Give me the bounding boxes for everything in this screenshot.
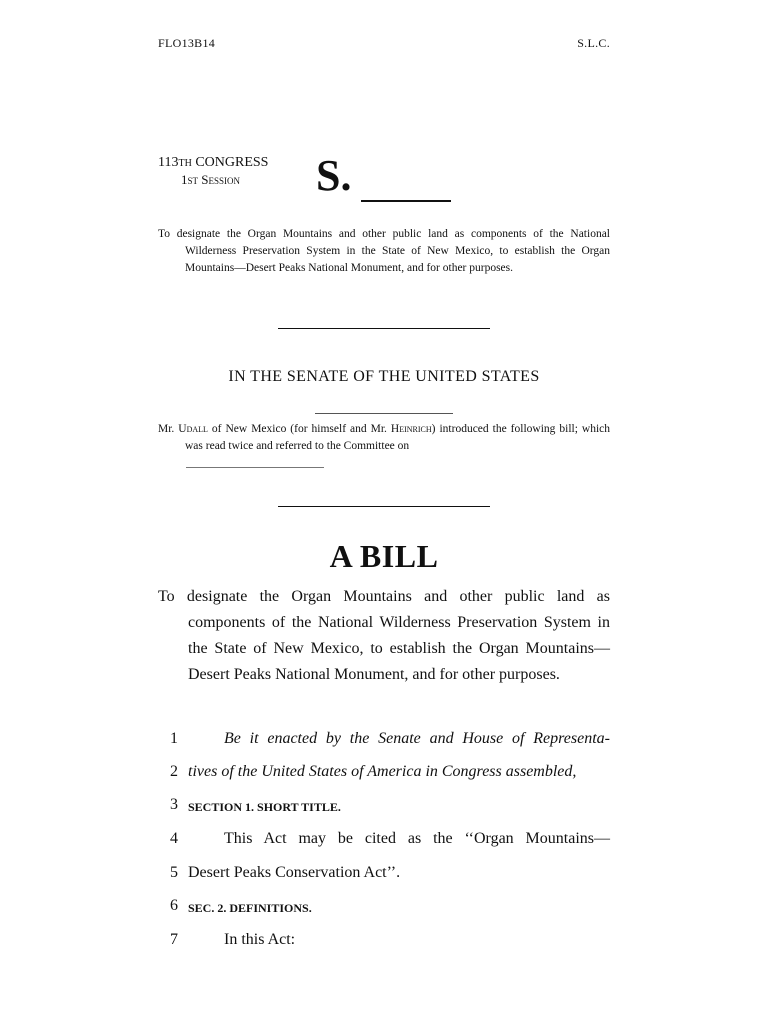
line-number: 2 [170, 763, 178, 780]
cosponsor-name: Heinrich [390, 423, 432, 435]
body-text-line: In this Act: [224, 931, 296, 948]
congress-suffix: TH [178, 158, 192, 169]
bill-number-prefix: S. [316, 151, 352, 200]
thin-divider [315, 413, 453, 414]
divider-rule [278, 506, 490, 507]
session-label [181, 172, 240, 188]
session-suffix: ST [187, 176, 199, 186]
office-code: S.L.C. [577, 36, 610, 50]
divider-rule [278, 328, 490, 329]
intro-text-2: ) introduced the following bill; which was read twice and referred to the Committee on [185, 423, 611, 452]
section-heading: SECTION 1. SHORT TITLE. [188, 800, 341, 814]
congress-label [158, 155, 268, 172]
long-purpose: To designate the Organ Mountains and other public land as components of the National Wilderness Preservation System in the State of New Mexico, to establish the Organ Mountains—Desert Peaks National Monument, and for other purposes. [158, 588, 610, 683]
congress-number: 113 [158, 155, 179, 170]
line-number: 6 [170, 897, 178, 914]
body-text-line: Desert Peaks Conservation Act’’. [188, 864, 401, 881]
sponsor-name: Udall [178, 423, 208, 435]
bill-number-blank [361, 200, 451, 202]
session-number: 1 [181, 172, 188, 187]
congress-word: CONGRESS [191, 155, 269, 170]
line-number: 4 [170, 830, 178, 847]
session-word: Session [198, 172, 240, 187]
short-purpose: To designate the Organ Mountains and other public land as components of the National Wilderness Preservation System in the State of New Mexico, to establish the Organ Mountains—Desert Peaks National Monument, and for other purposes. [158, 228, 610, 274]
body-text-line: This Act may be cited as the ‘‘Organ Mountains— [224, 830, 610, 847]
introduction-statement [158, 421, 610, 455]
section-heading: SEC. 2. DEFINITIONS. [188, 901, 312, 915]
intro-text-1: of New Mexico (for himself and Mr. [207, 423, 391, 435]
intro-title: Mr. [158, 423, 179, 435]
document-id: FLO13B14 [158, 36, 216, 50]
enacting-clause-line: Be it enacted by the Senate and House of Representa- [224, 730, 610, 747]
enacting-clause-line: tives of the United States of America in Congress assembled, [188, 763, 577, 780]
line-number: 3 [170, 796, 178, 813]
line-number: 7 [170, 931, 178, 948]
bill-title: A BILL [329, 538, 439, 574]
line-number: 1 [170, 730, 178, 747]
committee-blank [186, 467, 324, 468]
line-number: 5 [170, 864, 178, 881]
chamber-heading: IN THE SENATE OF THE UNITED STATES [228, 368, 540, 385]
